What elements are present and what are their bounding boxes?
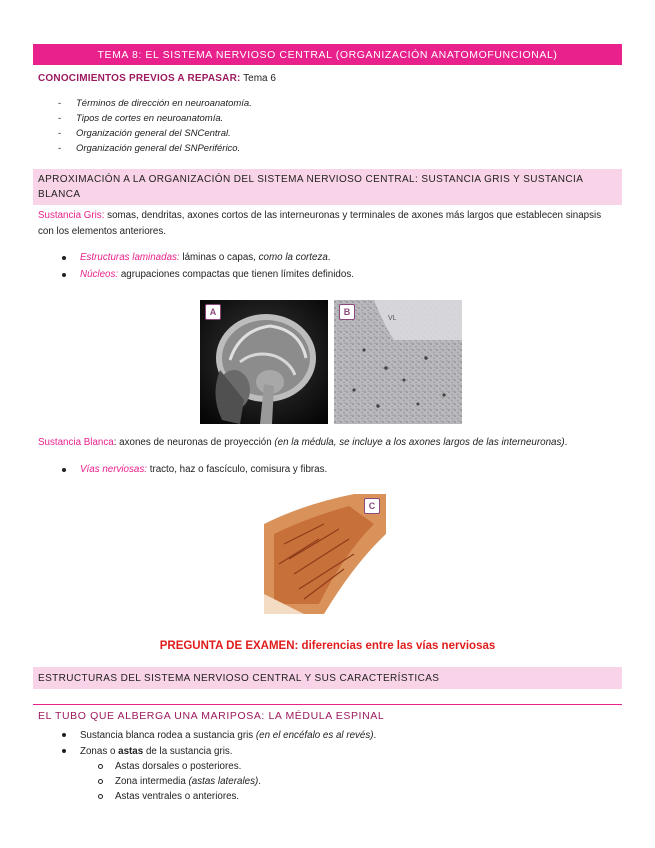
page-title: TEMA 8: EL SISTEMA NERVIOSO CENTRAL (ORGANIZACIÓN ANATOMOFUNCIONAL) [33, 44, 622, 65]
medula-bullets [62, 727, 376, 804]
list-item: - Organización general del SNCentral. [58, 128, 231, 139]
gris-paragraph [38, 208, 618, 240]
subsection-heading: EL TUBO QUE ALBERGA UNA MARIPOSA: LA MÉDULA ESPINAL [38, 710, 385, 722]
list-item: Estructuras laminadas: láminas o capas, como la corteza . [62, 249, 354, 266]
list-item: Astas dorsales o posteriores. [98, 759, 376, 774]
sub-bullet-icon [98, 779, 103, 784]
list-item: Sustancia blanca rodea a sustancia gris (en el encéfalo es al revés) . [62, 727, 376, 743]
section-heading: APROXIMACIÓN A LA ORGANIZACIÓN DEL SISTEMA NERVIOSO CENTRAL: SUSTANCIA GRIS Y SUSTANCIA BLANCA [33, 169, 622, 205]
list-item: - Tipos de cortes en neuroanatomía. [58, 113, 224, 124]
prior-knowledge-value: Tema 6 [243, 73, 276, 84]
sub-bullet-icon [98, 794, 103, 799]
gray-matter-histology-image [334, 300, 462, 424]
bullet-icon [62, 749, 66, 753]
list-item: Vías nerviosas: tracto, haz o fascículo, comisura y fibras. [62, 461, 327, 478]
list-item: Zona intermedia (astas laterales) . [98, 774, 376, 789]
list-item: - Términos de dirección en neuroanatomía. [58, 98, 252, 109]
image-label-a: A [205, 304, 221, 320]
list-item: - Organización general del SNPeriférico. [58, 143, 241, 154]
list-item: Núcleos: agrupaciones compactas que tienen límites definidos. [62, 266, 354, 283]
gris-bullets [62, 249, 354, 283]
blanca-term: Sustancia Blanca [38, 437, 114, 448]
blanca-paragraph: Sustancia Blanca: axones de neuronas de proyección (en la médula, se incluye a los axones largos de las interneuronas). [38, 437, 568, 448]
bullet-icon [62, 733, 66, 737]
white-matter-stain-image [264, 494, 386, 614]
list-item: Astas ventrales o anteriores. [98, 789, 376, 804]
blanca-bullets [62, 461, 327, 478]
prior-knowledge [38, 73, 276, 84]
bullet-icon [62, 468, 66, 472]
exam-question: PREGUNTA DE EXAMEN: diferencias entre las vías nerviosas [159, 640, 496, 652]
prior-knowledge-list [58, 96, 252, 156]
section-heading: ESTRUCTURAS DEL SISTEMA NERVIOSO CENTRAL Y SUS CARACTERÍSTICAS [33, 667, 622, 689]
prior-knowledge-label: CONOCIMIENTOS PREVIOS A REPASAR: [38, 73, 241, 84]
image-label-c: C [364, 498, 380, 514]
image-label-b: B [339, 304, 355, 320]
list-item: Zonas o astas de la sustancia gris. [62, 743, 376, 759]
mri-image [200, 300, 328, 424]
bullet-icon [62, 273, 66, 277]
gris-term: Sustancia Gris: [38, 210, 105, 221]
divider [33, 704, 622, 705]
sub-bullet-icon [98, 764, 103, 769]
gris-text: somas, dendritas, axones cortos de las interneuronas y terminales de axones más largos que establecen sinapsis con los elementos anteriores. [38, 210, 602, 237]
ventricle-label: VL [388, 315, 397, 322]
bullet-icon [62, 256, 66, 260]
